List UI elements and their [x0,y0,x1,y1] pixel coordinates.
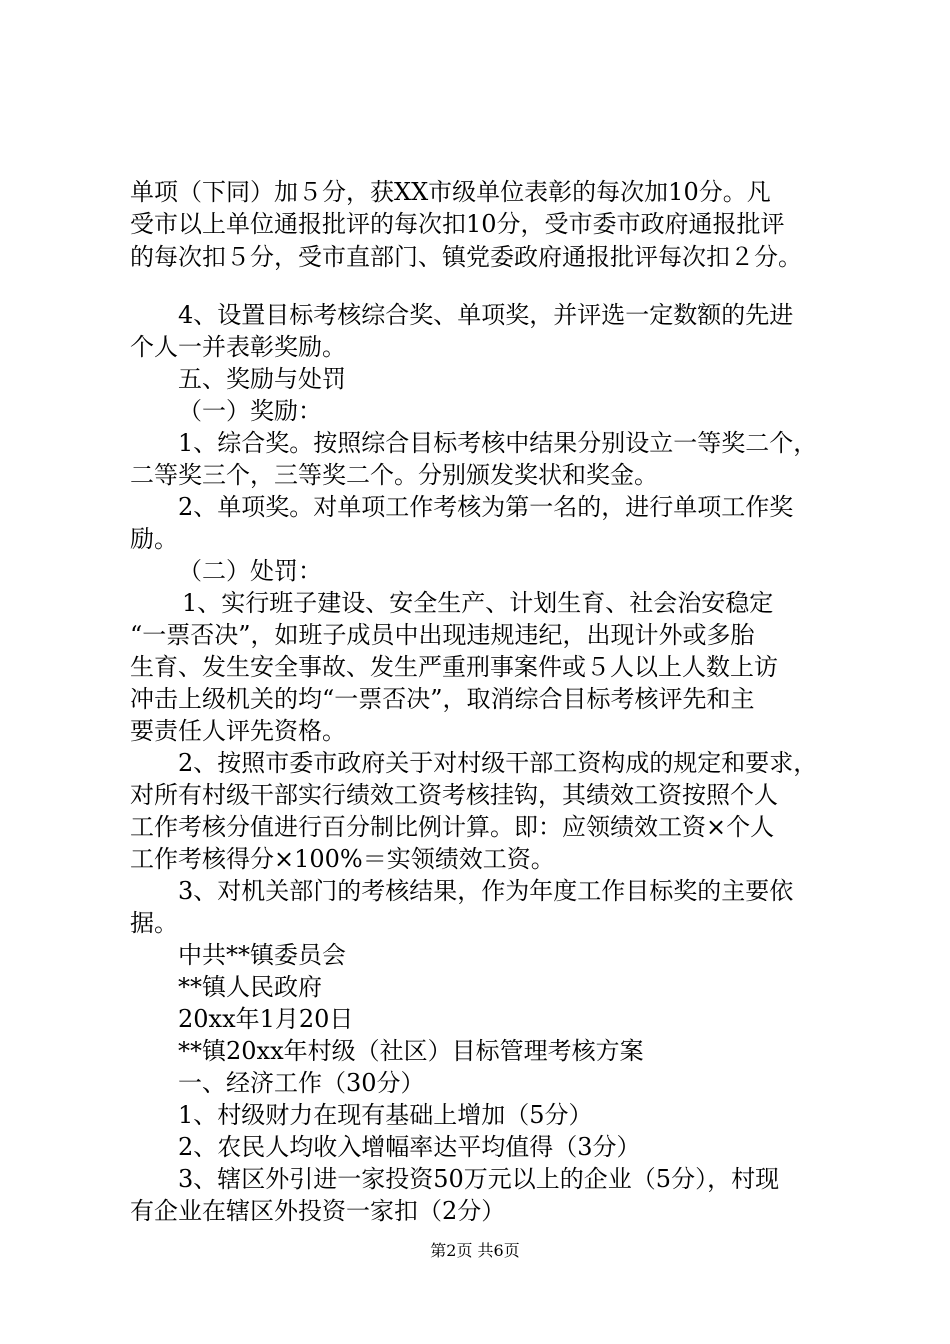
text-line: 3、辖区外引进一家投资50万元以上的企业（5分），村现 [178,1165,780,1193]
text-line: 4、设置目标考核综合奖、单项奖，并评选一定数额的先进 [178,301,794,329]
signature-organization: 中共**镇委员会 [178,941,346,969]
subsection-heading: （一）奖励： [178,397,322,425]
text-line: 有企业在辖区外投资一家扣（2分） [130,1197,506,1225]
signature-date: 20xx年1月20日 [178,1005,354,1033]
text-line: 励。 [130,525,178,553]
text-line: “一票否决”，如班子成员中出现违规违纪，出现计外或多胎 [130,621,755,649]
text-line: 单项（下同）加５分，获XX市级单位表彰的每次加10分。凡 [130,178,771,206]
text-line: 受市以上单位通报批评的每次扣10分，受市委市政府通报批评 [130,210,785,238]
text-line: 1、综合奖。按照综合目标考核中结果分别设立一等奖二个， [178,429,818,457]
page-number-footer: 第2页 共6页 [430,1241,520,1260]
signature-government: **镇人民政府 [178,973,322,1001]
text-line: 2、单项奖。对单项工作考核为第一名的，进行单项工作奖 [178,493,794,521]
text-line: 生育、发生安全事故、发生严重刑事案件或５人以上人数上访 [130,653,778,681]
text-line: 工作考核分值进行百分制比例计算。即：应领绩效工资×个人 [130,813,775,841]
text-line: 工作考核得分×100%＝实领绩效工资。 [130,845,555,873]
text-line: 据。 [130,909,178,937]
text-line: 1、村级财力在现有基础上增加（5分） [178,1101,593,1129]
subsection-heading: （二）处罚： [178,557,322,585]
text-line: 3、对机关部门的考核结果，作为年度工作目标奖的主要依 [178,877,794,905]
text-line: 2、农民人均收入增幅率达平均值得（3分） [178,1133,641,1161]
document-title: **镇20xx年村级（社区）目标管理考核方案 [178,1037,644,1065]
text-line: 要责任人评先资格。 [130,717,346,745]
text-line: 2、按照市委市政府关于对村级干部工资构成的规定和要求， [178,749,818,777]
text-line: 冲击上级机关的均“一票否决”，取消综合目标考核评先和主 [130,685,755,713]
text-line: 1、实行班子建设、安全生产、计划生育、社会治安稳定 [182,589,774,617]
text-line: 二等奖三个，三等奖二个。分别颁发奖状和奖金。 [130,461,658,489]
text-line: 个人一并表彰奖励。 [130,333,346,361]
text-line: 的每次扣５分，受市直部门、镇党委政府通报批评每次扣２分。 [130,243,802,271]
section-heading: 五、奖励与处罚 [178,365,346,393]
section-heading: 一、经济工作（30分） [178,1069,425,1097]
text-line: 对所有村级干部实行绩效工资考核挂钩，其绩效工资按照个人 [130,781,778,809]
